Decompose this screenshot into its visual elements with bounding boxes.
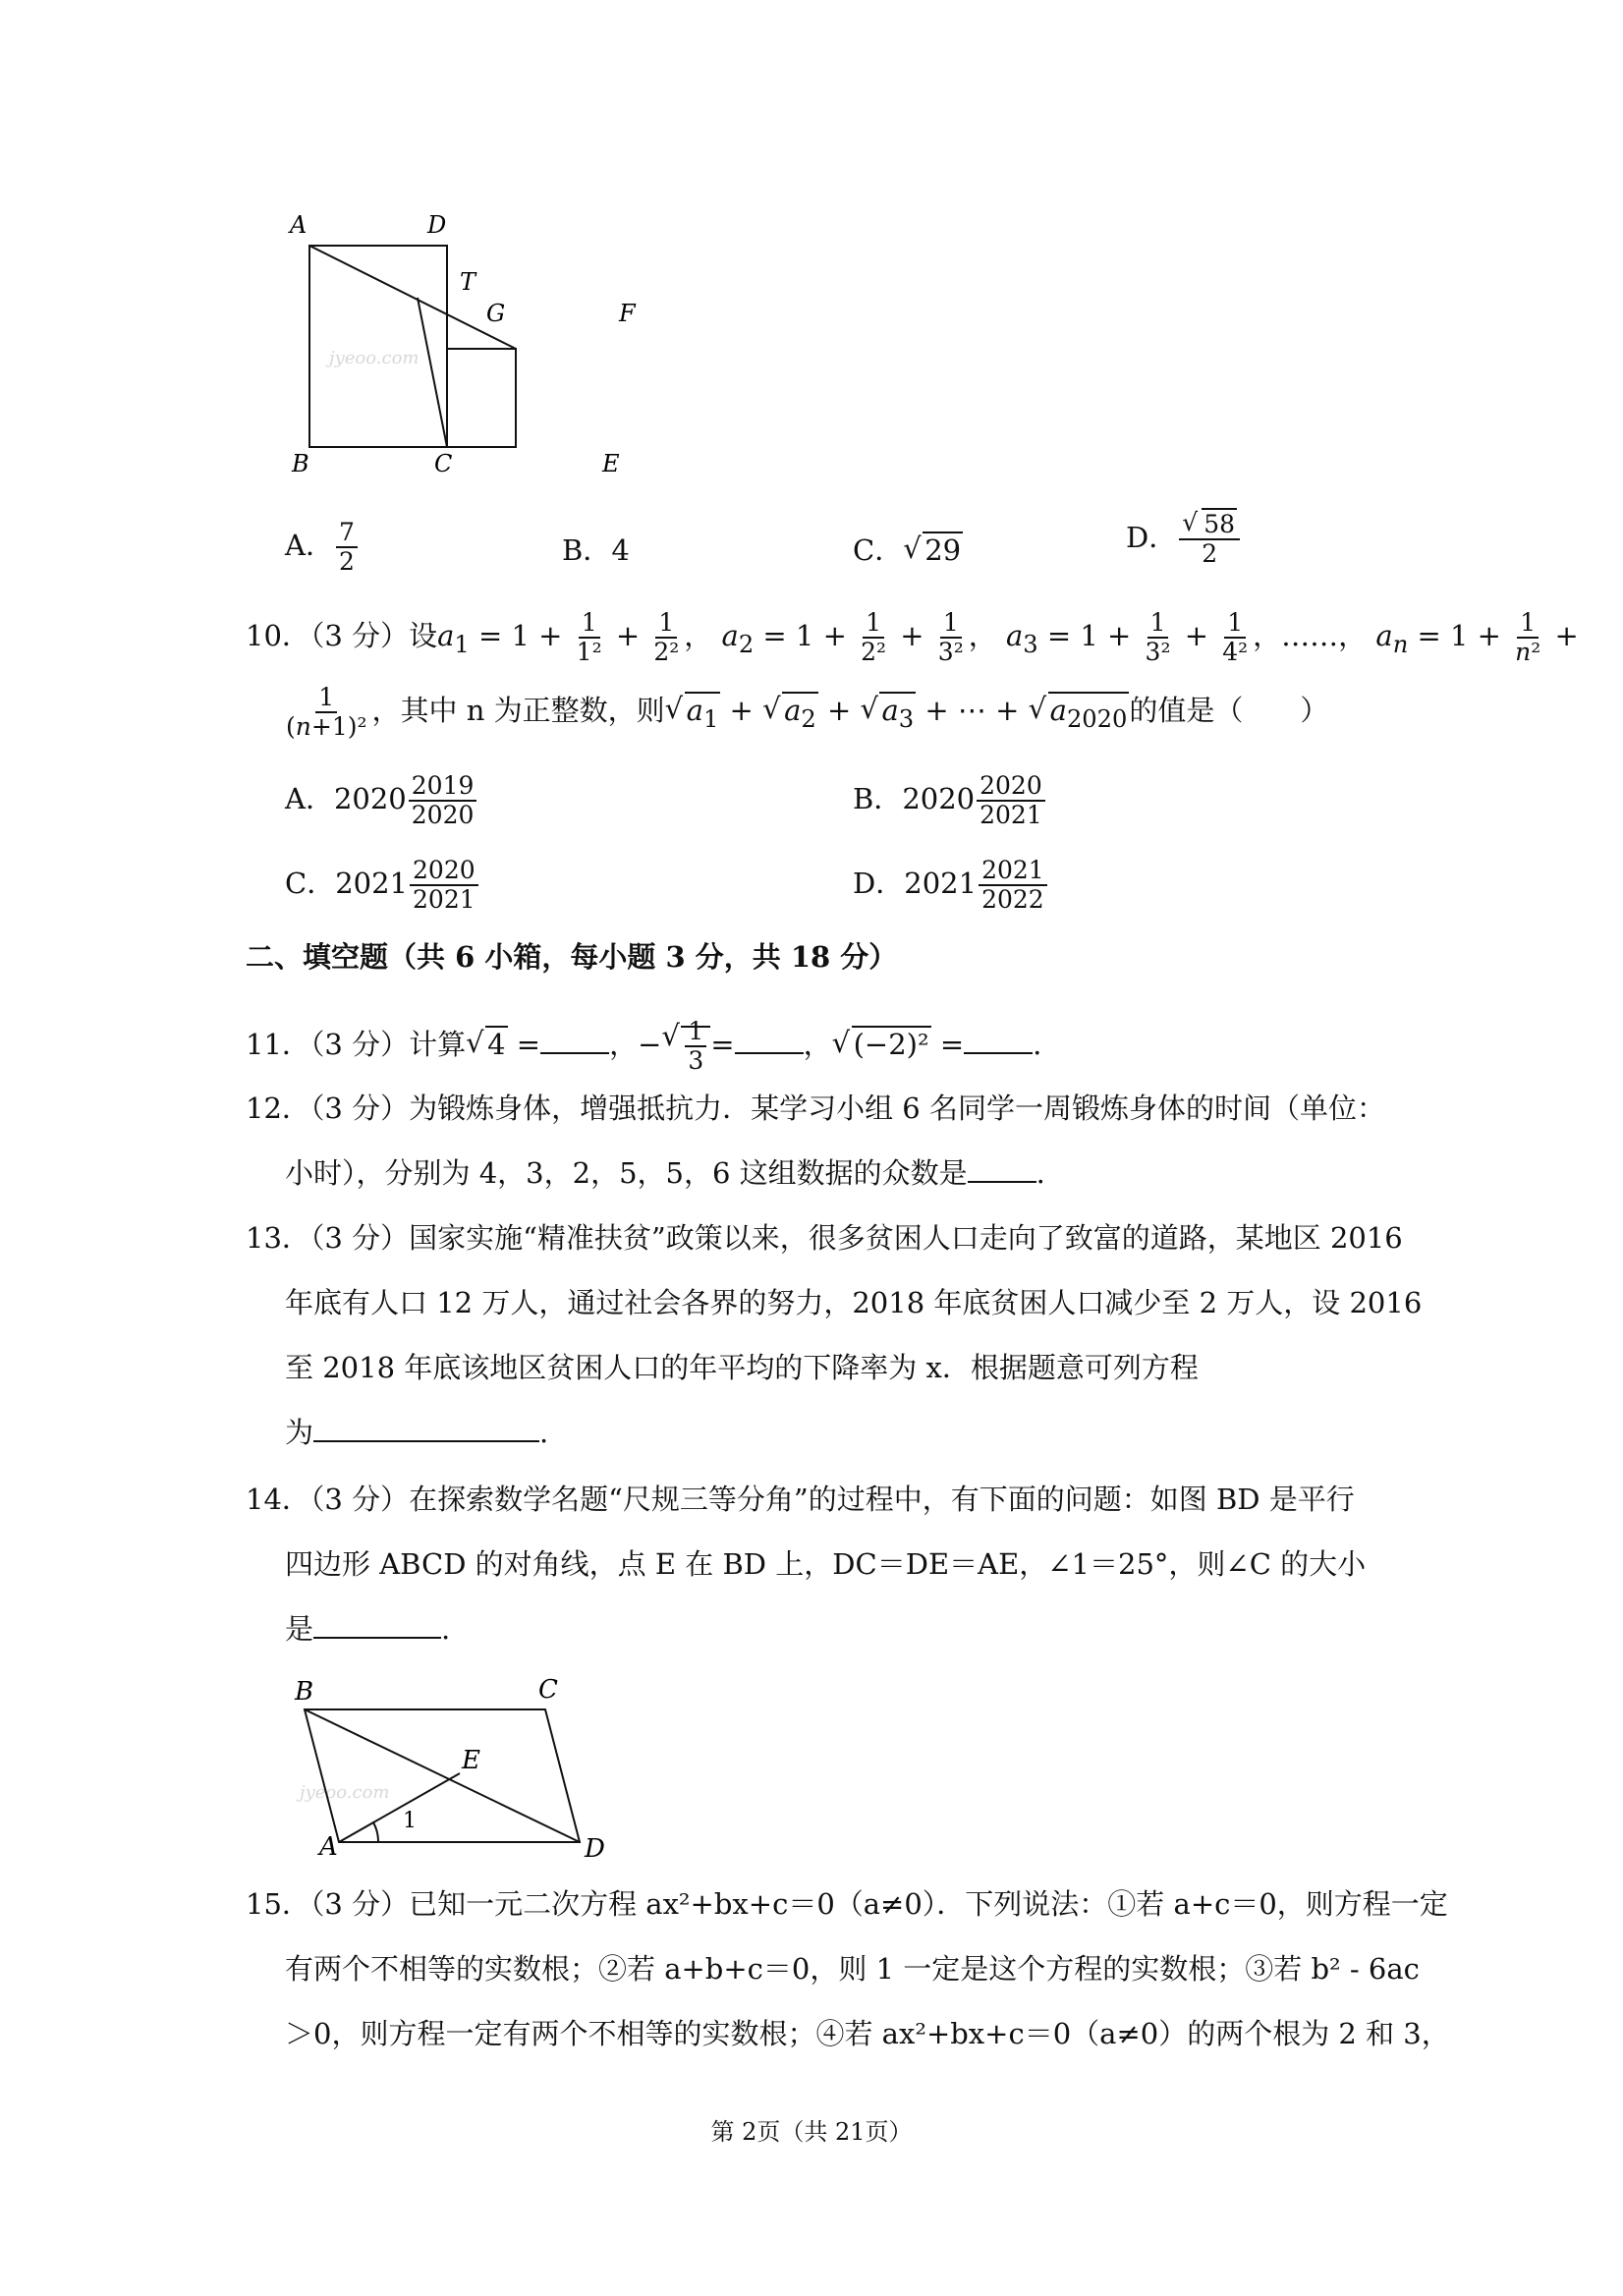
figure2-label-d: D xyxy=(585,1834,605,1864)
q12-line1: 12．（3 分）为锻炼身体，增强抵抗力．某学习小组 6 名同学一周锻炼身体的时间（单位： xyxy=(246,1092,1385,1125)
q15-line3: ＞0，则方程一定有两个不相等的实数根；④若 ax²+bx+c＝0（a≠0）的两个根为 2 和 3， xyxy=(285,2017,1450,2050)
q9-option-a: A． $\frac{7}{2}$ xyxy=(285,519,360,576)
q13-line2: 年底有人口 12 万人，通过社会各界的努力，2018 年底贫困人口减少至 2 万人，设 2016 xyxy=(285,1286,1423,1319)
q11: 11．（3 分）计算√ 4 = ，− √ $\frac{1}{3}$ = ，√ (−2)² = . xyxy=(246,1018,1041,1075)
figure1-line-tc xyxy=(418,298,447,447)
q13-line1: 13．（3 分）国家实施“精准扶贫”政策以来，很多贫困人口走向了致富的道路，某地区 2016 xyxy=(246,1221,1403,1255)
figure1-label-c: C xyxy=(434,450,453,477)
q10-line1: 10．（3 分）设$a_1 = 1$ + $\frac{1}{\text{1²}}$ + $\frac{1}{\text{2²}}$ ， $a_2 = 1$ + $\frac{1}{\text{2²}}$ + $\frac{1}{\text{3²}}$ ， $a_3 = 1$ + $\frac{1}{\text{3²}}$ + $\frac{1}{\text{4²}}$ ，……， $a_n = 1$ + $\frac{1}{\text{n²}}$ + xyxy=(246,608,1579,666)
figure1-watermark: jyeoo.com xyxy=(329,348,420,368)
q14-line1: 14．（3 分）在探索数学名题“尺规三等分角”的过程中，有下面的问题：如图 BD 是平行 xyxy=(246,1483,1355,1516)
figure-parallelogram-diagram xyxy=(285,1670,619,1867)
figure1-label-e: E xyxy=(602,450,620,477)
figure2-label-e: E xyxy=(462,1746,480,1775)
q9-option-d: D． √ $\frac{58}{2}$ xyxy=(1126,511,1242,568)
q14-line2: 四边形 ABCD 的对角线，点 E 在 BD 上，DC＝DE＝AE，∠1＝25°，则∠C 的大小 xyxy=(285,1547,1367,1581)
page-footer: 第 2页（共 21页） xyxy=(710,2118,913,2146)
q15-line2: 有两个不相等的实数根；②若 a+b+c＝0，则 1 一定是这个方程的实数根；③若 b² - 6ac xyxy=(285,1952,1420,1986)
figure1-label-a: A xyxy=(290,211,308,239)
q10-option-b: B．2020 $\frac{2020}{2021}$ xyxy=(853,772,1047,829)
q10-option-c: C．2021 $\frac{2020}{2021}$ xyxy=(285,857,480,914)
q14-line3: 是 . xyxy=(285,1612,451,1646)
q9-option-c: C．√ 29 xyxy=(853,531,963,570)
figure1-label-d: D xyxy=(427,211,447,239)
figure1-label-g: G xyxy=(486,300,506,327)
figure2-label-a: A xyxy=(319,1832,338,1862)
figure2-diagonal-bd xyxy=(305,1709,580,1842)
figure1-line-af xyxy=(309,246,516,349)
q10-line2: $\frac{1}{\text{(n+1)²}}$ ，其中 n 为正整数，则√ $a_1$ + √ $a_2$ + √ $a_3$ + ⋯ + √ $a_{2020}$的值是（ ） xyxy=(281,684,1328,741)
figure2-label-b: B xyxy=(295,1677,314,1707)
q13-line4: 为 . xyxy=(285,1416,549,1449)
figure1-label-b: B xyxy=(292,450,309,477)
q9-option-b: B．4 xyxy=(562,533,630,567)
figure2-angle-label: 1 xyxy=(403,1809,417,1833)
figure1-label-f: F xyxy=(619,300,636,327)
figure1-small-square xyxy=(447,349,516,447)
section-title: 二、填空题（共 6 小箱，每小题 3 分，共 18 分） xyxy=(246,940,898,974)
q10-option-d: D．2021 $\frac{2021}{2022}$ xyxy=(853,857,1049,914)
q12-line2: 小时），分别为 4，3，2，5，5，6 这组数据的众数是 . xyxy=(285,1156,1045,1190)
q10-option-a: A．2020 $\frac{2019}{2020}$ xyxy=(285,772,478,829)
figure2-angle-arc xyxy=(373,1822,378,1842)
q15-line1: 15．（3 分）已知一元二次方程 ax²+bx+c＝0（a≠0）．下列说法：①若 a+c＝0，则方程一定 xyxy=(246,1887,1448,1921)
figure2-label-c: C xyxy=(538,1675,558,1705)
q13-line3: 至 2018 年底该地区贫困人口的年平均的下降率为 x．根据题意可列方程 xyxy=(285,1351,1199,1384)
figure2-watermark: jyeoo.com xyxy=(300,1782,390,1803)
figure1-label-t: T xyxy=(460,268,476,296)
figure-square-diagram xyxy=(280,211,653,486)
